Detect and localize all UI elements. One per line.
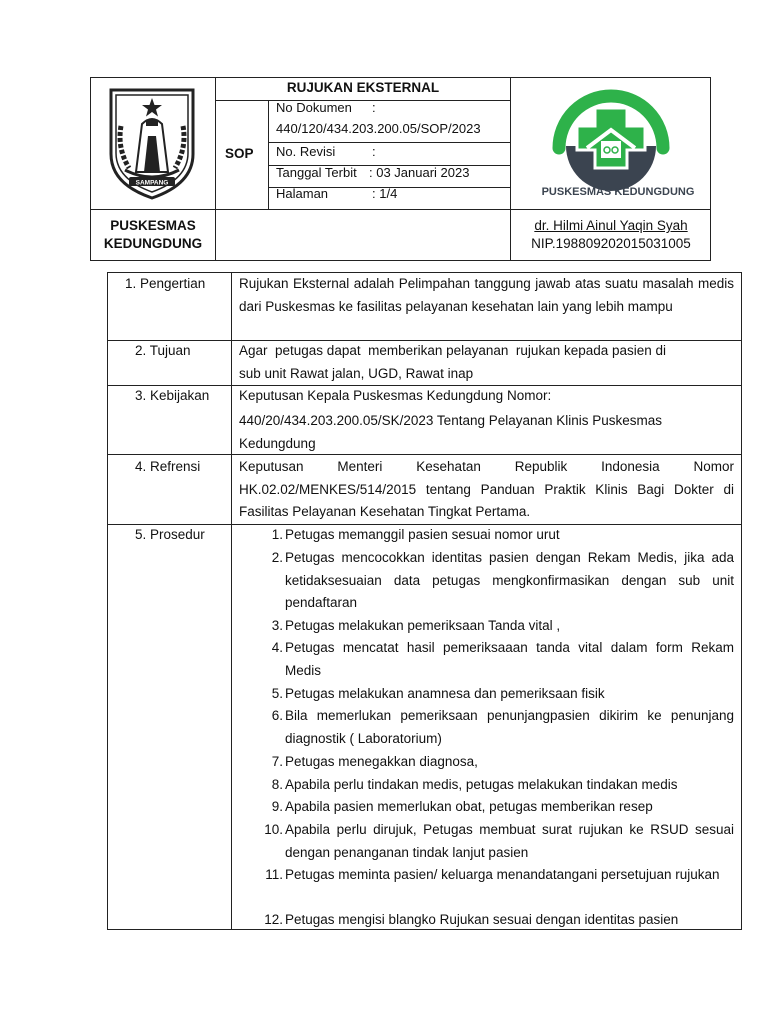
puskesmas-logo-text: PUSKESMAS KEDUNGDUNG: [541, 186, 695, 198]
section-text-kebijakan-line2: 440/20/434.203.200.05/SK/2023 Tentang Pelayanan Klinis Puskesmas: [239, 413, 663, 428]
step-number: 3.: [271, 618, 283, 633]
step-number: 4.: [271, 640, 283, 655]
step-text: Petugas mencatat hasil pemeriksaaan tanda vital dalam form Rekam Medis: [285, 640, 734, 678]
step-text: Apabila perlu tindakan medis, petugas melakukan tindakan medis: [285, 777, 678, 792]
step-number: 10.: [264, 822, 283, 837]
section-label-refrensi: 4. Refrensi: [135, 459, 201, 474]
step-text: Bila memerlukan pemeriksaan penunjangpasien dikirim ke penunjang diagnostik ( Laboratorium): [285, 708, 734, 746]
step-number: 6.: [271, 708, 283, 723]
step-number: 5.: [271, 686, 283, 701]
section-label-tujuan: 2. Tujuan: [135, 343, 191, 358]
step-number: 1.: [271, 527, 283, 542]
step-number: 2.: [271, 550, 283, 565]
sop-label: SOP: [225, 146, 254, 161]
step-text: Petugas melakukan pemeriksaan Tanda vital ,: [285, 618, 561, 633]
step-number: 9.: [271, 799, 283, 814]
step-number: 12.: [264, 912, 283, 927]
section-text-kebijakan-line1: Keputusan Kepala Puskesmas Kedungdung Nomor:: [239, 388, 552, 403]
no-revisi-label: No. Revisi: [276, 144, 336, 159]
step-text: Petugas menegakkan diagnosa,: [285, 754, 478, 769]
halaman-label: Halaman: [276, 186, 329, 201]
step-text: Petugas mencocokkan identitas pasien dengan Rekam Medis, jika ada ketidaksesuaian data petugas mengkonfirmasikan dengan sub unit pendaftaran: [285, 550, 734, 611]
no-revisi-separator: :: [372, 144, 376, 159]
halaman-value: : 1/4: [372, 186, 398, 201]
header-divider: [268, 100, 269, 209]
crest-banner-text: SAMPANG: [135, 179, 169, 187]
section-text-refrensi: Keputusan Menteri Kesehatan Republik Indonesia Nomor HK.02.02/MENKES/514/2015 tentang Panduan Praktik Klinis Bagi Dokter di Fasilitas Pelayanan Kesehatan Tingkat Pertama.: [239, 459, 734, 520]
no-dokumen-value: 440/120/434.203.200.05/SOP/2023: [276, 121, 481, 136]
section-label-pengertian: 1. Pengertian: [125, 276, 206, 291]
section-text-kebijakan-line3: Kedungdung: [239, 436, 316, 451]
signer-nip: NIP.198809202015031005: [531, 236, 691, 251]
step-text: Petugas memanggil pasien sesuai nomor urut: [285, 527, 560, 542]
header-divider: [215, 100, 511, 101]
document-header: [90, 77, 711, 261]
column-divider: [231, 273, 232, 930]
tanggal-terbit-label: Tanggal Terbit: [276, 165, 357, 180]
org-name-line2: KEDUNGDUNG: [103, 236, 203, 251]
step-text: Petugas mengisi blangko Rujukan sesuai dengan identitas pasien: [285, 912, 679, 927]
step-number: 7.: [271, 754, 283, 769]
document-title: RUJUKAN EKSTERNAL: [286, 80, 440, 95]
step-text: Apabila pasien memerlukan obat, petugas memberikan resep: [285, 799, 653, 814]
step-text: Apabila perlu dirujuk, Petugas membuat surat rujukan ke RSUD sesuai dengan penanganan tindak lanjut pasien: [285, 822, 734, 860]
step-text: Petugas melakukan anamnesa dan pemeriksaan fisik: [285, 686, 605, 701]
section-label-kebijakan: 3. Kebijakan: [135, 388, 210, 403]
no-dokumen-separator: :: [372, 100, 376, 115]
section-label-prosedur: 5. Prosedur: [135, 527, 205, 542]
org-name-line1: PUSKESMAS: [110, 218, 196, 233]
section-text-tujuan-line2: sub unit Rawat jalan, UGD, Rawat inap: [239, 366, 474, 381]
section-text-tujuan-line1: Agar petugas dapat memberikan pelayanan rujukan kepada pasien di: [239, 343, 667, 358]
step-text: Petugas meminta pasien/ keluarga menandatangani persetujuan rujukan: [285, 867, 720, 882]
sop-content-table: [107, 272, 742, 930]
regency-crest-logo: [105, 84, 199, 202]
step-number: 8.: [271, 777, 283, 792]
header-divider: [215, 78, 216, 261]
no-dokumen-label: No Dokumen: [276, 100, 352, 115]
step-number: 11.: [265, 867, 283, 882]
puskesmas-logo: [527, 86, 697, 201]
signer-name: dr. Hilmi Ainul Yaqin Syah: [534, 218, 688, 233]
header-divider: [268, 142, 511, 143]
section-text-pengertian: Rujukan Eksternal adalah Pelimpahan tanggung jawab atas suatu masalah medis dari Puskesmas ke fasilitas pelayanan kesehatan lain yang lebih mampu: [239, 276, 734, 314]
header-divider: [91, 209, 711, 210]
tanggal-terbit-value: : 03 Januari 2023: [369, 165, 470, 180]
